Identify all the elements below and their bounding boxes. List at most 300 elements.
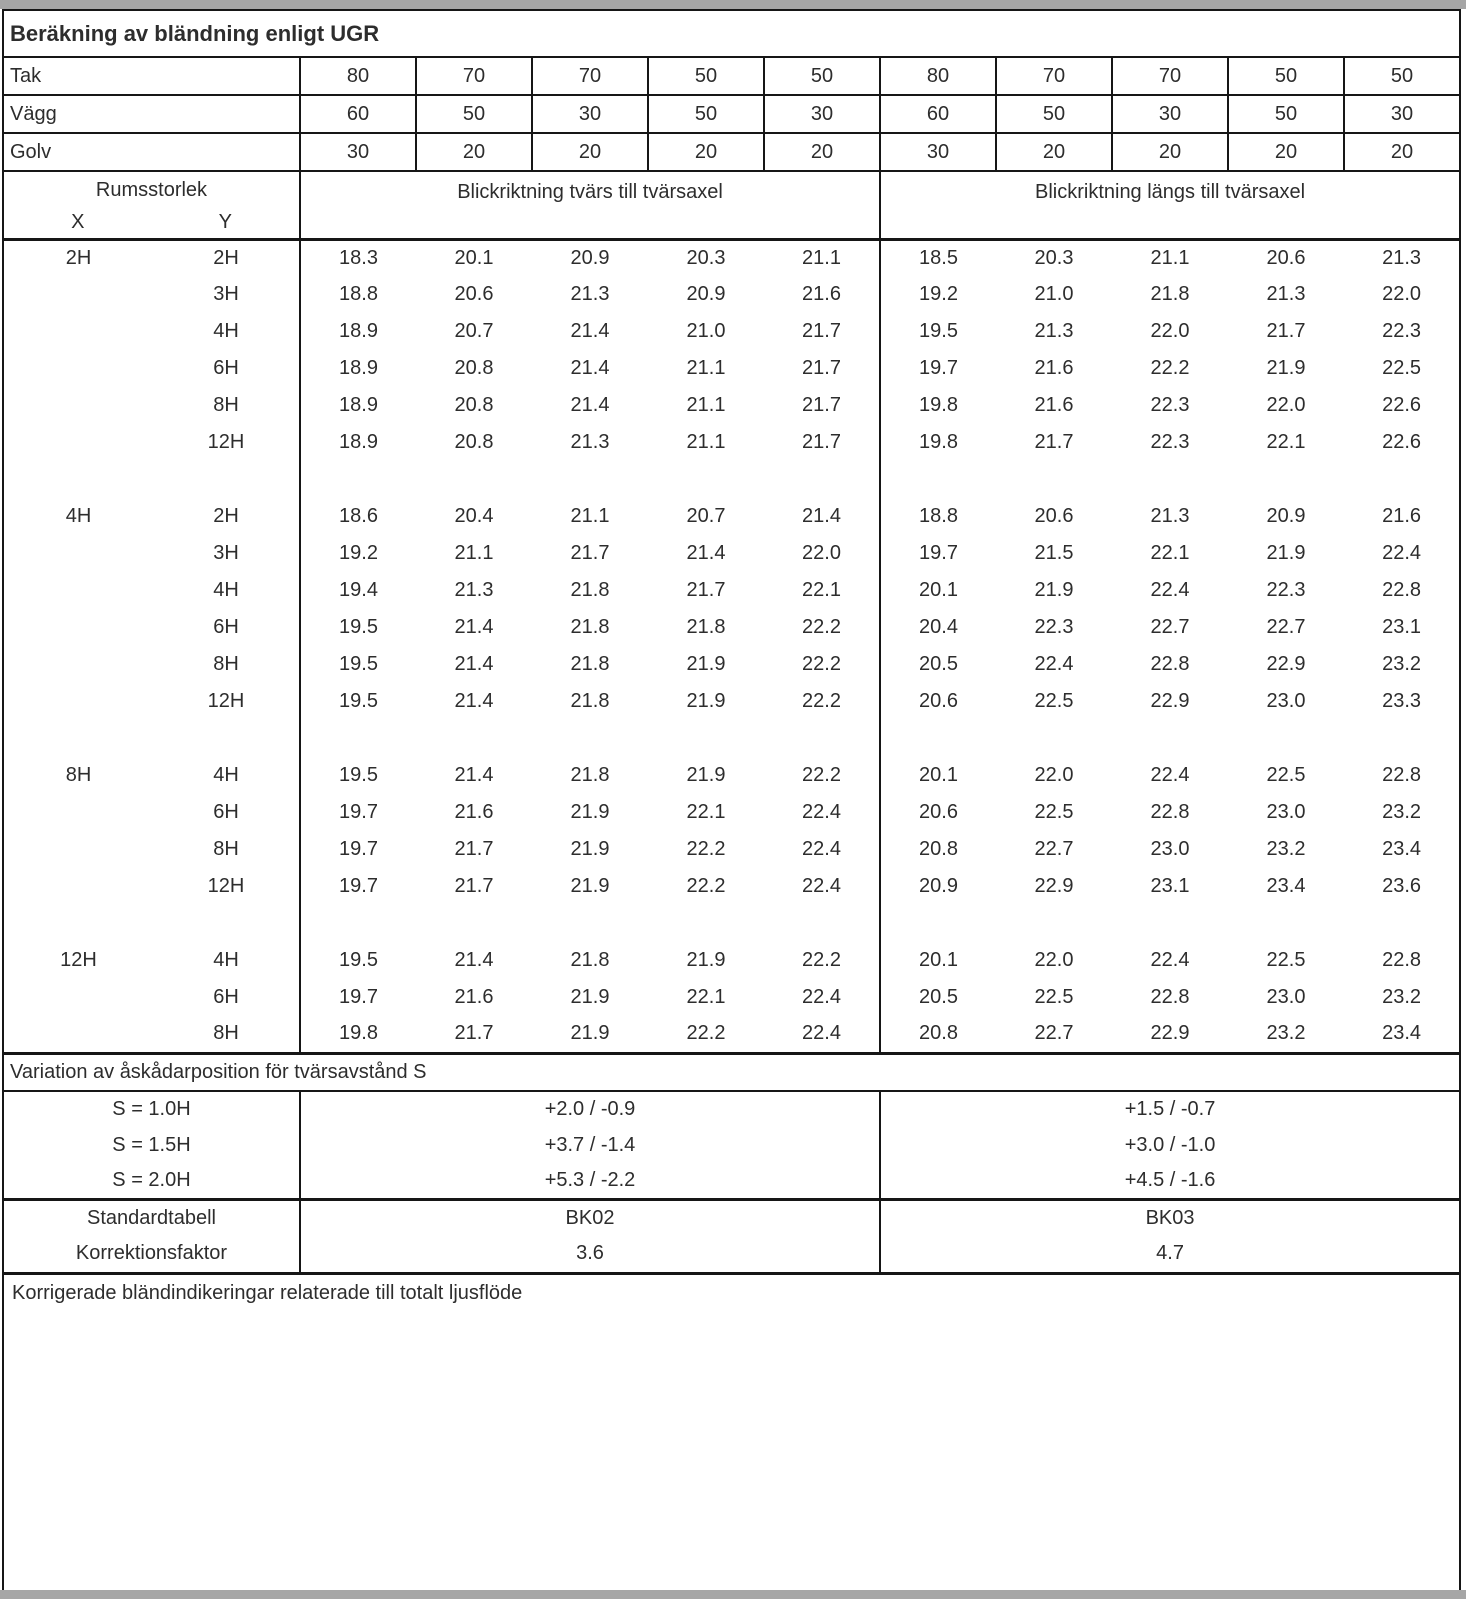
room-y-label-cell: 4H <box>153 942 300 979</box>
room-x-label-cell <box>3 1016 153 1053</box>
ugr-value-cell: 21.7 <box>764 424 880 461</box>
room-x-label-cell <box>3 276 153 313</box>
ugr-value-cell <box>1112 461 1228 498</box>
ugr-value-cell <box>996 905 1112 942</box>
ugr-value-cell: 22.9 <box>1150 1022 1190 1045</box>
ugr-value-cell: 22.2 <box>686 1022 726 1045</box>
ugr-data-row <box>3 572 1460 609</box>
room-y-label-cell: 8H <box>153 831 300 868</box>
room-x-label-cell <box>3 609 153 646</box>
ugr-value-cell: 20.1 <box>919 764 958 786</box>
ugr-value-cell: 22.9 <box>1034 875 1074 897</box>
room-y-label-cell <box>153 720 300 757</box>
ugr-value-cell: 20.1 <box>919 949 958 971</box>
room-y-label-cell <box>153 461 300 498</box>
ugr-value-cell: 21.6 <box>1034 394 1074 416</box>
ugr-value-cell: 22.1 <box>686 801 726 823</box>
ugr-value-cell: 22.2 <box>764 646 880 683</box>
ugr-value-cell: 19.5 <box>339 616 378 638</box>
ugr-value-cell: 21.8 <box>686 616 726 638</box>
reflectance-value-cell: 70 <box>532 57 648 95</box>
ugr-value-cell: 22.0 <box>764 535 880 572</box>
ugr-value-cell: 21.7 <box>454 838 494 860</box>
ugr-value-cell: 22.8 <box>1382 579 1422 601</box>
ugr-value-cell: 22.4 <box>1150 764 1190 786</box>
footer-note: Korrigerade bländindikeringar relaterade till totalt ljusflöde <box>12 1281 523 1304</box>
ugr-value-cell: 20.6 <box>1034 505 1074 527</box>
ugr-value-cell: 20.9 <box>919 875 958 897</box>
ugr-value-cell: 21.6 <box>1034 357 1074 379</box>
ugr-value-cell: 23.2 <box>1266 1022 1306 1045</box>
ugr-value-cell <box>648 905 764 942</box>
ugr-data-row <box>3 350 1460 387</box>
ugr-value-cell: 21.4 <box>570 357 610 379</box>
room-y-label-cell: 2H <box>153 498 300 535</box>
room-x-label-cell <box>3 572 153 609</box>
reflectance-row <box>3 57 1460 95</box>
ugr-value-cell <box>416 905 532 942</box>
ugr-value-cell: 22.3 <box>1150 431 1190 453</box>
standard-table-right-value: BK03 <box>1145 1206 1195 1229</box>
ugr-value-cell: 21.4 <box>454 616 494 638</box>
ugr-value-cell <box>532 461 648 498</box>
reflectance-value-cell: 30 <box>532 95 648 133</box>
room-y-label-cell: 3H <box>153 535 300 572</box>
ugr-value-cell: 22.7 <box>1034 838 1074 860</box>
block-spacer-row <box>3 461 1460 498</box>
room-y-label-cell: 6H <box>153 979 300 1016</box>
room-size-label: Rumsstorlek <box>95 179 208 201</box>
ugr-value-cell: 22.7 <box>1266 616 1306 638</box>
reflectance-value-cell: 20 <box>416 133 532 171</box>
ugr-value-cell: 21.3 <box>570 283 610 305</box>
ugr-data-row <box>3 868 1460 905</box>
ugr-value-cell: 21.8 <box>570 616 610 638</box>
reflectance-value-cell: 20 <box>648 133 764 171</box>
ugr-value-cell: 21.9 <box>686 949 726 971</box>
ugr-value-cell <box>1112 905 1228 942</box>
room-x-label-cell <box>3 905 153 942</box>
observer-distance-label: S = 1.0H <box>3 1091 300 1127</box>
ugr-value-cell: 21.9 <box>686 653 726 675</box>
reflectance-value-cell: 20 <box>1112 133 1228 171</box>
room-x-label-cell <box>3 979 153 1016</box>
room-x-label-cell: 12H <box>60 949 97 971</box>
room-y-label-cell: 2H <box>153 239 300 276</box>
ugr-value-cell: 22.3 <box>1382 320 1422 342</box>
ugr-value-cell: 19.7 <box>919 542 958 564</box>
ugr-value-cell: 18.9 <box>339 394 378 416</box>
ugr-value-cell: 23.2 <box>1382 653 1422 675</box>
ugr-value-cell: 20.7 <box>454 320 494 342</box>
ugr-value-cell <box>880 461 996 498</box>
room-x-label-cell <box>3 831 153 868</box>
ugr-value-cell: 22.4 <box>1150 949 1190 971</box>
ugr-value-cell: 21.4 <box>454 653 494 675</box>
ugr-value-cell <box>764 720 880 757</box>
ugr-value-cell: 22.5 <box>1266 764 1306 786</box>
ugr-value-cell <box>996 461 1112 498</box>
ugr-value-cell: 23.0 <box>1150 838 1190 860</box>
ugr-value-cell <box>300 905 416 942</box>
column-header-row <box>3 171 1460 239</box>
ugr-value-cell: 20.6 <box>454 283 494 305</box>
ugr-value-cell: 21.9 <box>1034 579 1074 601</box>
reflectance-value-cell: 30 <box>880 133 996 171</box>
ugr-value-cell: 20.9 <box>686 283 726 305</box>
ugr-value-cell: 21.3 <box>1382 246 1422 269</box>
ugr-data-row <box>3 1016 1460 1053</box>
footer-section <box>3 1273 1460 1591</box>
reflectance-value-cell: 50 <box>1344 57 1460 95</box>
ugr-value-cell: 23.3 <box>1382 690 1422 712</box>
ugr-value-cell: 21.1 <box>764 239 880 276</box>
ugr-value-cell: 22.4 <box>764 868 880 905</box>
ugr-value-cell: 22.2 <box>764 609 880 646</box>
block-spacer-row <box>3 720 1460 757</box>
ugr-value-cell: 21.4 <box>686 542 726 564</box>
ugr-value-cell: 21.4 <box>764 498 880 535</box>
room-y-label-cell: 3H <box>153 276 300 313</box>
ugr-value-cell: 22.8 <box>1150 986 1190 1008</box>
ugr-value-cell: 22.8 <box>1150 653 1190 675</box>
ugr-data-row <box>3 683 1460 720</box>
ugr-data-row <box>3 498 1460 535</box>
ugr-value-cell <box>416 720 532 757</box>
ugr-value-cell: 21.7 <box>1034 431 1074 453</box>
ugr-value-cell: 21.8 <box>1150 283 1190 305</box>
ugr-value-cell: 18.6 <box>339 505 378 527</box>
reflectance-value-cell: 80 <box>300 57 416 95</box>
reflectance-row <box>3 95 1460 133</box>
ugr-value-cell: 22.2 <box>764 942 880 979</box>
correction-factor-row <box>3 1236 1460 1273</box>
ugr-value-cell <box>1228 720 1344 757</box>
ugr-value-cell: 22.3 <box>1266 579 1306 601</box>
reflectance-rows <box>3 57 1460 171</box>
ugr-value-cell: 19.7 <box>919 357 958 379</box>
reflectance-value-cell: 70 <box>1112 57 1228 95</box>
reflectance-value-cell: 70 <box>416 57 532 95</box>
room-size-header-cell <box>3 171 300 239</box>
room-x-label-cell <box>3 868 153 905</box>
room-x-label-cell <box>3 313 153 350</box>
ugr-value-cell: 22.8 <box>1382 949 1422 971</box>
ugr-value-cell: 21.3 <box>1150 505 1190 527</box>
ugr-value-cell: 23.4 <box>1382 838 1422 860</box>
room-y-label-cell: 4H <box>153 313 300 350</box>
ugr-value-cell: 18.8 <box>339 283 378 305</box>
ugr-value-cell: 22.0 <box>1266 394 1306 416</box>
ugr-value-cell: 22.4 <box>1382 542 1422 564</box>
ugr-value-cell: 22.5 <box>1034 801 1074 823</box>
reflectance-value-cell: 20 <box>1344 133 1460 171</box>
reflectance-value-cell: 50 <box>764 57 880 95</box>
reflectance-value-cell: 50 <box>996 95 1112 133</box>
ugr-value-cell: 22.2 <box>686 838 726 860</box>
room-y-label-cell: 6H <box>153 609 300 646</box>
room-y-label-cell: 6H <box>153 794 300 831</box>
reflectance-value-cell: 20 <box>764 133 880 171</box>
ugr-value-cell: 22.7 <box>1150 616 1190 638</box>
room-y-label-cell: 6H <box>153 350 300 387</box>
ugr-value-cell: 18.5 <box>919 246 958 269</box>
ugr-value-cell <box>1344 905 1460 942</box>
ugr-value-cell: 20.1 <box>454 246 494 269</box>
ugr-value-cell: 22.0 <box>1034 764 1074 786</box>
ugr-value-cell: 21.9 <box>686 690 726 712</box>
ugr-value-cell: 18.9 <box>339 357 378 379</box>
ugr-value-cell: 21.3 <box>454 579 494 601</box>
ugr-value-cell: 21.9 <box>570 838 610 860</box>
ugr-value-cell <box>996 720 1112 757</box>
ugr-value-cell: 21.7 <box>454 1022 494 1045</box>
ugr-value-cell: 21.7 <box>454 875 494 897</box>
ugr-value-cell: 22.6 <box>1382 431 1422 453</box>
ugr-value-cell: 21.3 <box>1034 320 1074 342</box>
ugr-value-cell: 22.4 <box>764 831 880 868</box>
ugr-value-cell: 21.3 <box>1266 283 1306 305</box>
ugr-value-cell: 20.8 <box>919 838 958 860</box>
ugr-value-cell: 23.2 <box>1382 986 1422 1008</box>
reflectance-value-cell: 50 <box>648 57 764 95</box>
ugr-value-cell: 22.3 <box>1034 616 1074 638</box>
ugr-value-cell: 21.4 <box>454 764 494 786</box>
ugr-value-cell: 20.6 <box>919 690 958 712</box>
observer-variation-row <box>3 1127 1460 1163</box>
ugr-value-rows <box>3 239 1460 1053</box>
ugr-value-cell <box>1112 720 1228 757</box>
ugr-data-row <box>3 831 1460 868</box>
ugr-value-cell: 21.0 <box>686 320 726 342</box>
ugr-value-cell: 19.8 <box>919 394 958 416</box>
reflectance-label: Golv <box>3 133 300 171</box>
ugr-value-cell: 22.3 <box>1150 394 1190 416</box>
ugr-value-cell: 19.4 <box>339 579 378 601</box>
ugr-value-cell: 22.1 <box>1266 431 1306 453</box>
ugr-value-cell: 20.8 <box>454 357 494 379</box>
ugr-value-cell: 19.5 <box>919 320 958 342</box>
ugr-value-cell <box>764 905 880 942</box>
ugr-value-cell: 20.5 <box>919 986 958 1008</box>
ugr-value-cell: 21.8 <box>570 949 610 971</box>
ugr-data-row <box>3 313 1460 350</box>
ugr-value-cell: 21.9 <box>570 986 610 1008</box>
ugr-value-cell: 20.6 <box>919 801 958 823</box>
ugr-glare-table <box>2 9 1461 1592</box>
ugr-value-cell: 21.1 <box>1150 246 1190 269</box>
variation-left-value: +2.0 / -0.9 <box>300 1091 880 1127</box>
ugr-value-cell: 18.3 <box>339 246 378 269</box>
room-x-label-cell <box>3 535 153 572</box>
ugr-value-cell: 19.5 <box>339 949 378 971</box>
ugr-value-cell: 22.2 <box>1150 357 1190 379</box>
variation-title-row <box>3 1053 1460 1091</box>
ugr-value-cell: 21.9 <box>686 764 726 786</box>
room-x-label-cell <box>3 387 153 424</box>
ugr-value-cell <box>764 461 880 498</box>
ugr-value-cell: 21.9 <box>1266 357 1306 379</box>
ugr-value-cell: 21.9 <box>570 1022 610 1045</box>
reflectance-value-cell: 30 <box>764 95 880 133</box>
ugr-value-cell: 23.0 <box>1266 801 1306 823</box>
ugr-data-row <box>3 424 1460 461</box>
ugr-value-cell: 21.6 <box>454 801 494 823</box>
ugr-value-cell: 21.7 <box>764 387 880 424</box>
ugr-value-cell <box>416 461 532 498</box>
ugr-value-cell: 21.8 <box>570 579 610 601</box>
ugr-value-cell: 20.6 <box>1266 246 1306 269</box>
ugr-value-cell: 21.4 <box>570 394 610 416</box>
reflectance-value-cell: 60 <box>300 95 416 133</box>
ugr-value-cell: 20.8 <box>454 431 494 453</box>
reflectance-value-cell: 50 <box>648 95 764 133</box>
ugr-value-cell: 22.5 <box>1034 690 1074 712</box>
ugr-value-cell: 22.2 <box>764 683 880 720</box>
room-x-label-cell <box>3 683 153 720</box>
ugr-value-cell: 21.4 <box>570 320 610 342</box>
ugr-value-cell: 23.2 <box>1266 838 1306 860</box>
ugr-value-cell: 22.4 <box>764 1016 880 1053</box>
reflectance-value-cell: 30 <box>1112 95 1228 133</box>
variation-left-value: +5.3 / -2.2 <box>300 1163 880 1199</box>
reflectance-value-cell: 20 <box>1228 133 1344 171</box>
ugr-data-row <box>3 794 1460 831</box>
ugr-value-cell: 22.6 <box>1382 394 1422 416</box>
standard-table-row <box>3 1199 1460 1236</box>
ugr-value-cell: 22.5 <box>1266 949 1306 971</box>
room-x-label-cell <box>3 720 153 757</box>
room-y-label-cell: 12H <box>153 424 300 461</box>
ugr-value-cell: 21.9 <box>1266 542 1306 564</box>
reflectance-value-cell: 30 <box>300 133 416 171</box>
column-header-section <box>3 171 1460 239</box>
ugr-value-cell: 22.9 <box>1150 690 1190 712</box>
ugr-value-cell <box>532 905 648 942</box>
ugr-value-cell: 22.4 <box>1150 579 1190 601</box>
ugr-data-row <box>3 276 1460 313</box>
room-y-label-cell <box>153 905 300 942</box>
ugr-value-cell: 21.7 <box>764 313 880 350</box>
ugr-value-cell: 22.0 <box>1034 949 1074 971</box>
ugr-value-cell <box>648 720 764 757</box>
ugr-value-cell: 22.1 <box>686 986 726 1008</box>
ugr-value-cell: 20.3 <box>686 246 726 269</box>
ugr-value-cell: 23.4 <box>1382 1022 1422 1045</box>
ugr-value-cell: 19.2 <box>919 283 958 305</box>
ugr-value-cell: 20.7 <box>686 505 726 527</box>
ugr-value-cell: 21.6 <box>1382 505 1422 527</box>
observer-distance-label: S = 2.0H <box>3 1163 300 1199</box>
ugr-value-cell <box>1344 720 1460 757</box>
ugr-value-cell: 19.7 <box>339 986 378 1008</box>
ugr-value-cell: 20.3 <box>1034 246 1074 269</box>
ugr-value-cell: 21.4 <box>454 690 494 712</box>
ugr-value-cell: 22.0 <box>1382 283 1422 305</box>
ugr-value-cell: 19.5 <box>339 653 378 675</box>
room-x-label-cell <box>3 794 153 831</box>
ugr-value-cell: 20.8 <box>919 1022 958 1045</box>
ugr-value-cell: 21.4 <box>454 949 494 971</box>
ugr-value-cell: 21.8 <box>570 690 610 712</box>
ugr-value-cell <box>1228 461 1344 498</box>
standard-table-label: Standardtabell <box>3 1199 300 1236</box>
footer-row <box>3 1273 1460 1591</box>
ugr-value-cell: 21.6 <box>764 276 880 313</box>
room-y-label-cell: 12H <box>153 868 300 905</box>
ugr-data-row <box>3 387 1460 424</box>
ugr-value-cell: 19.7 <box>339 801 378 823</box>
ugr-value-cell: 20.4 <box>919 616 958 638</box>
ugr-value-cell <box>300 720 416 757</box>
ugr-value-cell: 19.8 <box>919 431 958 453</box>
ugr-value-cell <box>648 461 764 498</box>
reflectance-value-cell: 50 <box>416 95 532 133</box>
room-y-label-cell: 4H <box>153 572 300 609</box>
ugr-value-cell <box>1344 461 1460 498</box>
ugr-value-cell: 18.8 <box>919 505 958 527</box>
room-y-label-cell: 8H <box>153 646 300 683</box>
ugr-value-cell: 21.0 <box>1034 283 1074 305</box>
view-direction-along-header: Blickriktning längs till tvärsaxel <box>880 171 1460 239</box>
ugr-value-cell: 21.7 <box>764 350 880 387</box>
ugr-value-cell <box>880 905 996 942</box>
block-spacer-row <box>3 905 1460 942</box>
ugr-value-cell <box>532 720 648 757</box>
reflectance-label: Vägg <box>3 95 300 133</box>
top-border-strip <box>0 0 1466 9</box>
ugr-value-cell: 21.1 <box>686 357 726 379</box>
observer-variation-rows <box>3 1091 1460 1199</box>
y-column-header: Y <box>218 211 232 233</box>
ugr-value-cell: 21.1 <box>686 394 726 416</box>
variation-right-value: +1.5 / -0.7 <box>1124 1098 1216 1120</box>
ugr-value-cell: 18.9 <box>339 320 378 342</box>
room-y-label-cell: 4H <box>153 757 300 794</box>
room-x-label-cell <box>3 424 153 461</box>
ugr-value-cell: 20.8 <box>454 394 494 416</box>
ugr-value-cell: 23.1 <box>1150 875 1190 897</box>
ugr-value-cell: 22.9 <box>1266 653 1306 675</box>
ugr-value-cell: 19.7 <box>339 838 378 860</box>
observer-distance-label: S = 1.5H <box>3 1127 300 1163</box>
ugr-value-cell: 22.5 <box>1382 357 1422 379</box>
ugr-value-cell: 22.2 <box>686 875 726 897</box>
variation-right-value: +3.0 / -1.0 <box>1124 1133 1216 1156</box>
variation-section <box>3 1053 1460 1091</box>
ugr-value-cell: 20.5 <box>919 653 958 675</box>
ugr-value-cell <box>1228 905 1344 942</box>
ugr-value-cell: 20.9 <box>570 246 610 269</box>
ugr-value-cell: 21.7 <box>570 542 610 564</box>
ugr-value-cell: 21.8 <box>570 764 610 786</box>
ugr-value-cell <box>880 720 996 757</box>
ugr-value-cell: 19.5 <box>339 764 378 786</box>
reflectance-value-cell: 20 <box>996 133 1112 171</box>
ugr-value-cell: 21.6 <box>454 986 494 1008</box>
room-y-label-cell: 12H <box>153 683 300 720</box>
room-x-label-cell <box>3 350 153 387</box>
ugr-value-cell: 19.2 <box>339 542 378 564</box>
ugr-value-cell: 22.0 <box>1150 320 1190 342</box>
correction-factor-right-value: 4.7 <box>880 1236 1460 1273</box>
ugr-value-cell: 22.4 <box>1034 653 1074 675</box>
ugr-value-cell: 21.7 <box>1266 320 1306 342</box>
reflectance-value-cell: 50 <box>1228 95 1344 133</box>
ugr-value-cell: 21.5 <box>1034 542 1074 564</box>
ugr-value-cell: 22.1 <box>1150 542 1190 564</box>
ugr-value-cell: 21.9 <box>570 875 610 897</box>
